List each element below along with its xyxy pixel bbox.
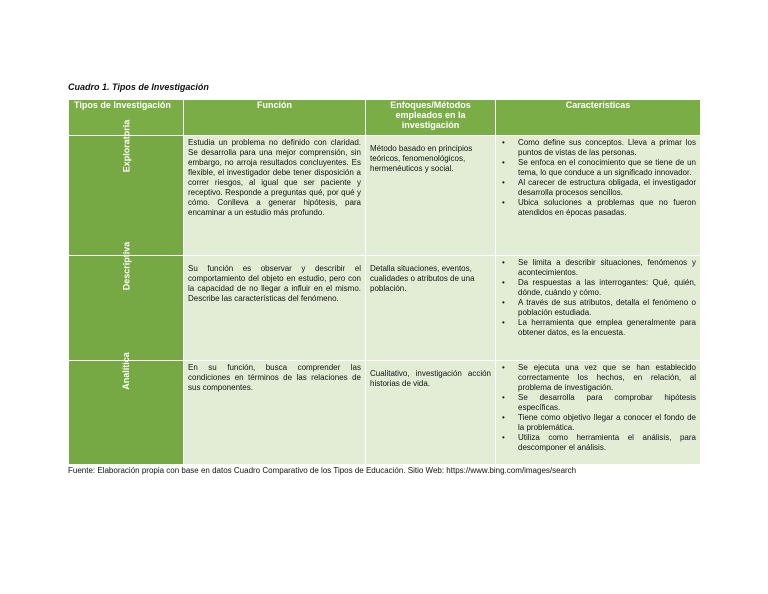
list-item: • La herramienta que emplea generalmente para obtener datos, es la encuesta.: [518, 318, 696, 338]
row-label-cell: [69, 119, 184, 256]
list-item: • Se limita a describir situaciones, fenómenos y acontecimientos.: [518, 258, 696, 278]
table-row: [69, 361, 701, 465]
row-label: Exploratoria: [120, 119, 131, 173]
list-item: • Como define sus conceptos. Lleva a primar los puntos de vistas de las personas.: [518, 138, 696, 158]
list-item: • Ubica soluciones a problemas que no fueron atendidos en épocas pasadas.: [518, 198, 696, 218]
source-note: Fuente: Elaboración propia con base en datos Cuadro Comparativo de los Tipos de Educación. Sitio Web: https://www.bing.com/images/search: [68, 466, 577, 475]
list-item: • A través de sus atributos, detalla el fenómeno o población estudiada.: [518, 298, 696, 318]
header-tipos: Tipos de Investigación: [69, 100, 184, 136]
row-label-cell: [69, 352, 184, 465]
funcion-text: Estudia un problema no definido con claridad. Se desarrolla para una mejor comprensión, sin embargo, no arroja resultados concluyentes. Es flexible, el investigador debe tener disposición a correr riesgos, al igual que ser paciente y receptivo. Responde a preguntas qué, por qué y cómo. Conlleva a generar hipótesis, para encaminar a un estudio más profundo.: [188, 138, 361, 217]
caracteristicas-list: [496, 136, 700, 220]
row-label: Descriptiva: [121, 241, 131, 291]
enfoques-text: Cualitativo, investigación acción historias de vida.: [370, 369, 491, 388]
header-caracteristicas: Características: [496, 100, 701, 136]
list-item: • Al carecer de estructura obligada, el investigador desarrolla procesos sencillos.: [518, 178, 696, 198]
caracteristicas-list: [496, 256, 700, 340]
row-label: Analítica: [120, 352, 131, 390]
caracteristicas-list: [496, 361, 700, 455]
list-item: • Se enfoca en el conocimiento que se tiene de un tema, lo que conduce a un significado innovador.: [518, 158, 696, 178]
table-header-row: [69, 100, 701, 136]
caracteristicas-cell: [496, 136, 701, 256]
funcion-cell: [184, 361, 366, 465]
funcion-text: En su función, busca comprender las condiciones en términos de las relaciones de sus componentes.: [188, 363, 361, 392]
enfoques-cell: [366, 361, 496, 465]
enfoques-text: Detalla situaciones, eventos, cualidades o atributos de una población.: [370, 264, 475, 293]
list-item: • Se desarrolla para comprobar hipótesis específicas.: [518, 393, 696, 413]
funcion-text: Su función es observar y describir el comportamiento del objeto en estudio, pero con la capacidad de no llegar a influir en el mismo. Describe las características del fenómeno.: [188, 264, 361, 303]
enfoques-cell: [366, 136, 496, 256]
header-enfoques: Enfoques/Métodos empleados en la investigación: [366, 100, 496, 136]
list-item: • Tiene como objetivo llegar a conocer el fondo de la problemática.: [518, 413, 696, 433]
table-caption: Cuadro 1. Tipos de Investigación: [68, 82, 209, 92]
list-item: • Utiliza como herramienta el análisis, para descomponer el análisis.: [518, 433, 696, 453]
caracteristicas-cell: [496, 256, 701, 361]
row-label-cell: [69, 241, 184, 361]
enfoques-text: Método basado en principios teóricos, fenomenológicos, hermenéuticos y social.: [370, 144, 473, 173]
research-types-table: [68, 99, 701, 465]
caracteristicas-cell: [496, 361, 701, 465]
header-funcion: Función: [184, 100, 366, 136]
funcion-cell: [184, 136, 366, 256]
table-row: [69, 136, 701, 256]
funcion-cell: [184, 256, 366, 361]
enfoques-cell: [366, 256, 496, 361]
list-item: • Da respuestas a las interrogantes: Qué, quién, dónde, cuándo y cómo.: [518, 278, 696, 298]
table-row: [69, 256, 701, 361]
list-item: • Se ejecuta una vez que se han establecido correctamente los hechos, en relación, al problema de investigación.: [518, 363, 696, 393]
